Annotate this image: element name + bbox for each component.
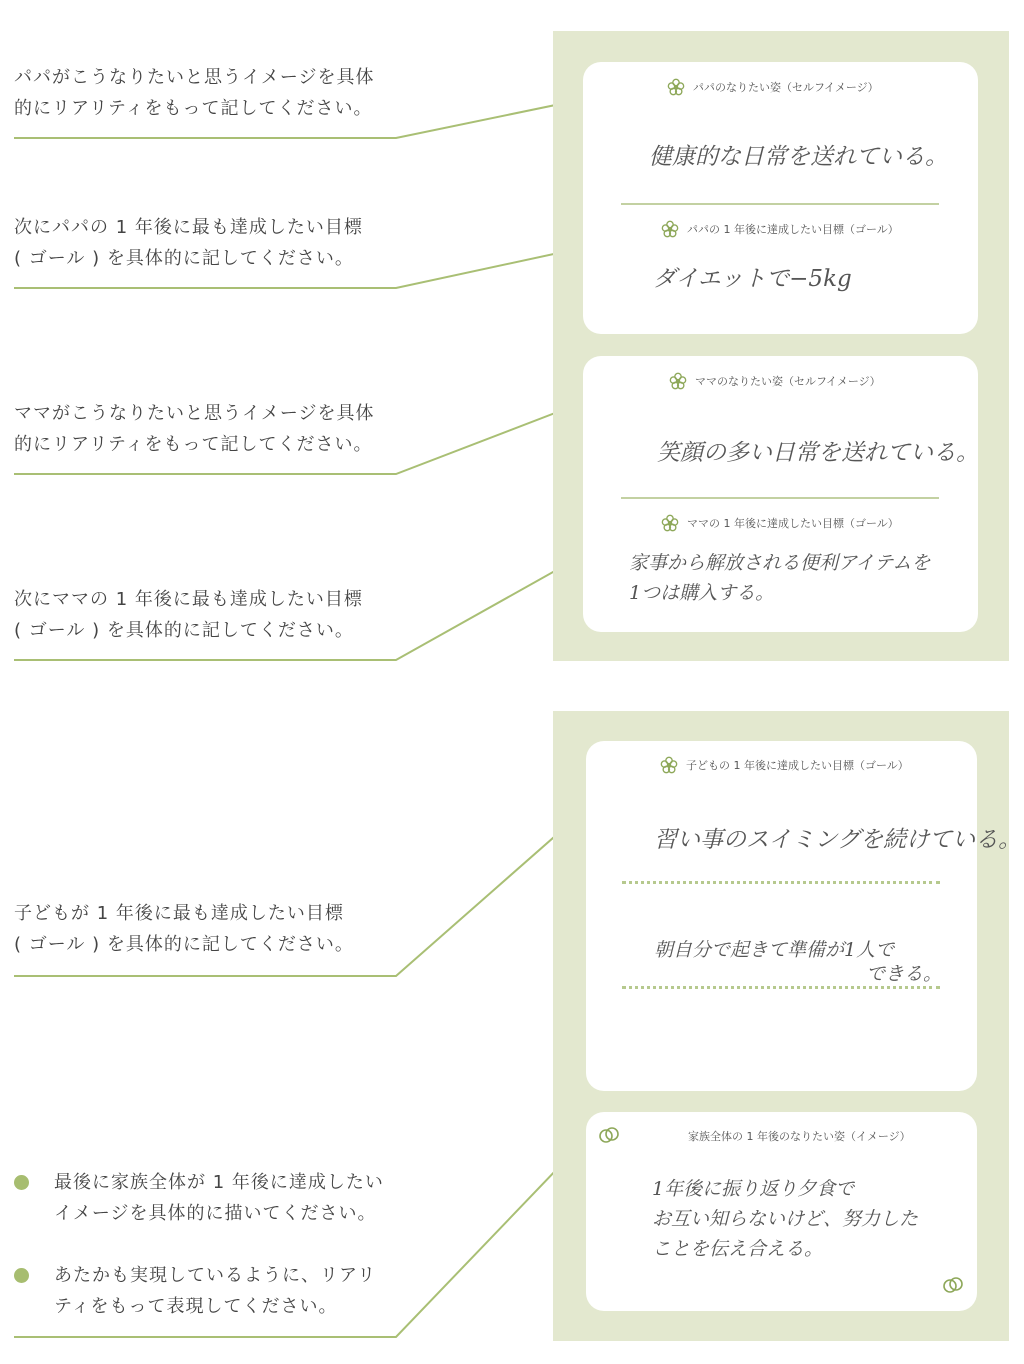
child-goal-2-text: 朝自分で起きて準備が1人で できる。 (654, 939, 943, 985)
family-image-heading: 家族全体の 1 年後のなりたい姿（イメージ） (688, 1130, 911, 1143)
mama-image-text: 笑顔の多い日常を送れている。 (657, 440, 979, 466)
instruction-mama-image: ママがこうなりたいと思うイメージを具体 的にリアリティをもって記してください。 (14, 403, 375, 455)
wedding-rings-icon (942, 1276, 964, 1294)
flower-icon (660, 756, 678, 774)
child-card (586, 741, 1022, 1091)
flower-icon (661, 220, 679, 238)
instruction-child-goal: 子どもが 1 年後に最も達成したい目標 ( ゴール ) を具体的に記してください。 (14, 903, 354, 955)
flower-icon (667, 78, 685, 96)
papa-goal-text: ダイエットで−5kg (653, 266, 852, 292)
papa-card (583, 62, 978, 334)
divider (621, 497, 939, 499)
papa-image-text: 健康的な日常を送れている。 (649, 144, 948, 170)
bullet-dot (14, 1268, 29, 1283)
child-goal-1-text: 習い事のスイミングを続けている。 (654, 827, 1022, 853)
flower-icon (661, 514, 679, 532)
instruction-mama-goal: 次にママの 1 年後に最も達成したい目標 ( ゴール ) を具体的に記してください。 (14, 589, 363, 641)
mama-card (583, 356, 978, 632)
bullet-dot (14, 1175, 29, 1190)
mama-goal-text: 家事から解放される便利アイテムを 1つは購入する。 (629, 552, 931, 604)
papa-image-heading: パパのなりたい姿（セルフイメージ） (667, 78, 879, 96)
mama-image-heading: ママのなりたい姿（セルフイメージ） (669, 372, 881, 390)
dotted-divider (622, 881, 940, 884)
instruction-papa-goal: 次にパパの 1 年後に最も達成したい目標 ( ゴール ) を具体的に記してください。 (14, 217, 363, 269)
dotted-divider (622, 986, 940, 989)
mama-goal-heading: ママの 1 年後に達成したい目標（ゴール） (661, 514, 899, 532)
divider (621, 203, 939, 205)
flower-icon (669, 372, 687, 390)
family-image-text: 1年後に振り返り夕食で お互い知らないけど、努力した ことを伝え合える。 (652, 1178, 919, 1260)
wedding-rings-icon (598, 1126, 620, 1144)
child-goal-heading: 子どもの 1 年後に達成したい目標（ゴール） (660, 756, 909, 774)
instruction-papa-image: パパがこうなりたいと思うイメージを具体 的にリアリティをもって記してください。 (14, 67, 375, 119)
family-card (586, 1112, 977, 1311)
papa-goal-heading: パパの 1 年後に達成したい目標（ゴール） (661, 220, 899, 238)
